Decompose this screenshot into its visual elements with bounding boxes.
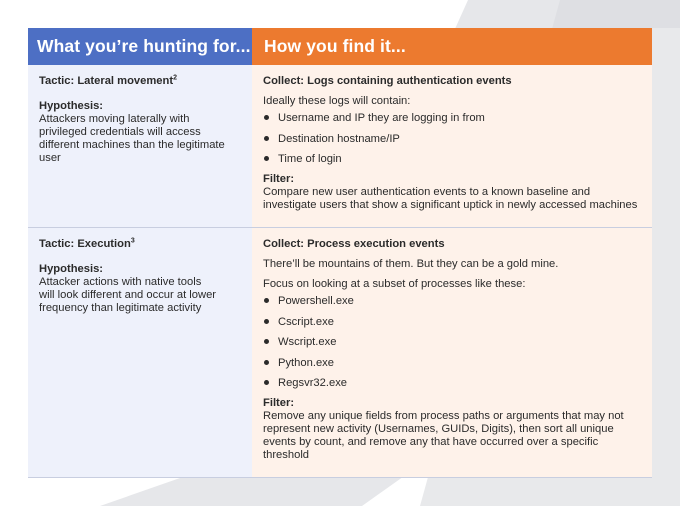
footnote-marker: 2 [173, 74, 177, 82]
hypothesis-label: Hypothesis: [39, 100, 104, 112]
list-item: Regsvr32.exe [263, 376, 642, 397]
filter-text: Compare new user authentication events to a known baseline and investigate users that show a significant uptick in newly accessed machines [263, 185, 638, 211]
row-execution-right [252, 228, 652, 478]
list-item: Wscript.exe [263, 335, 642, 356]
row-lateral-movement-right [252, 65, 652, 228]
hypothesis-text: Attacker actions with native tools will look different and occur at lower frequency than legitimate activity [39, 276, 217, 314]
collect-title: Collect: Logs containing authentication events [263, 75, 512, 87]
tactic-title: Tactic: Execution$^3$ [39, 237, 135, 250]
header-left-label: What you’re hunting for... [37, 36, 251, 56]
tactic-title: Tactic: Lateral movement$^2$ [39, 74, 177, 87]
row-lateral-movement-left [28, 65, 252, 228]
list-item: Powershell.exe [263, 294, 642, 315]
footnote-marker: 3 [130, 237, 135, 245]
list-item: Cscript.exe [263, 315, 642, 336]
collect-description: Ideally these logs will contain: [263, 95, 411, 107]
bullet-list [263, 111, 642, 173]
list-item: Username and IP they are logging in from [263, 111, 642, 132]
filter-text: Remove any unique fields from process paths or arguments that may not represent new activity (Usernames, GUIDs, Digits), then sort all unique events by count, and remove any that have occurred over a specific threshold [263, 409, 624, 461]
row-execution-left [28, 228, 252, 478]
filter-label: Filter: [263, 172, 295, 185]
bullet-list [263, 294, 642, 397]
threat-hunting-table [28, 28, 652, 478]
hypothesis-label: Hypothesis: [39, 263, 104, 275]
collect-focus-text: Focus on looking at a subset of processes like these: [263, 278, 526, 290]
collect-description: There’ll be mountains of them. But they can be a gold mine. [263, 258, 559, 270]
filter-label: Filter: [263, 396, 295, 409]
hypothesis-text: Attackers moving laterally with privileged credentials will access different machines than the legitimate user [39, 113, 225, 164]
collect-title: Collect: Process execution events [263, 238, 445, 250]
header-hunting-for [28, 28, 252, 65]
list-item: Python.exe [263, 356, 642, 377]
list-item: Destination hostname/IP [263, 132, 642, 153]
list-item: Time of login [263, 152, 642, 173]
header-how-you-find [252, 28, 652, 65]
header-right-label: How you find it... [264, 36, 406, 56]
